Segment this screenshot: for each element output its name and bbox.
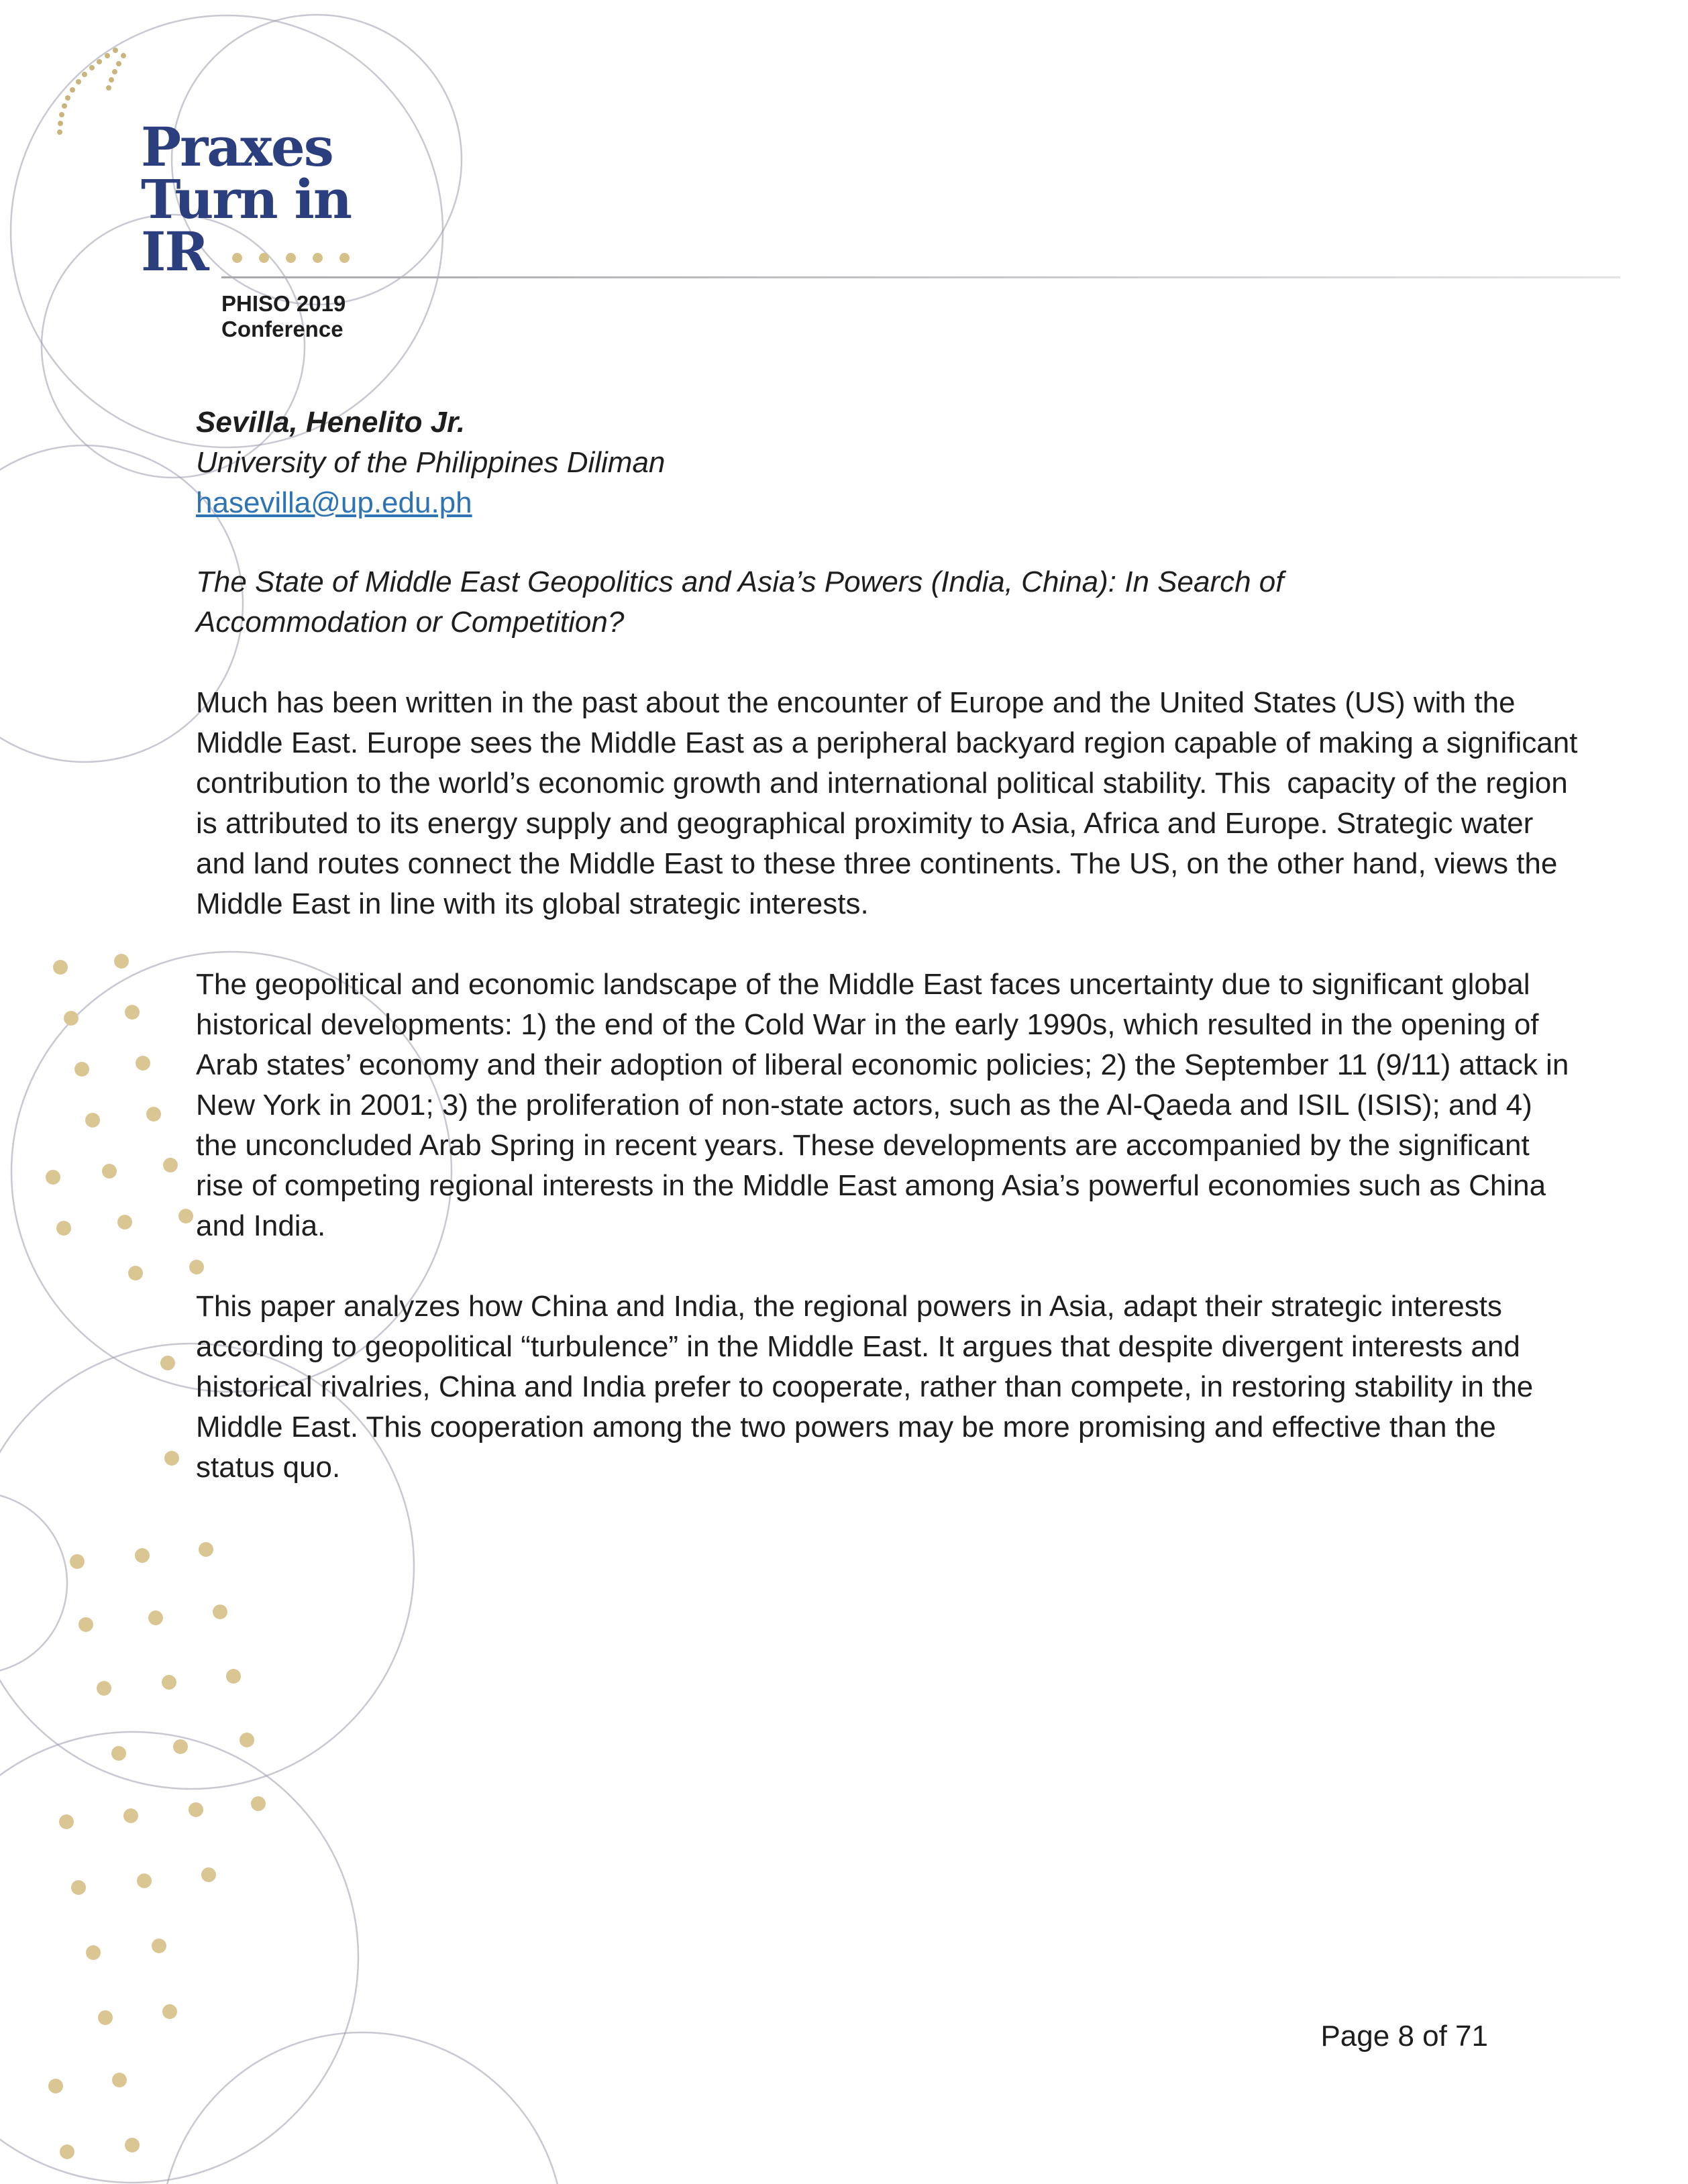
paper-title <box>196 562 1284 643</box>
conference-line-1: PHISO 2019 <box>221 291 346 316</box>
conference-line-2: Conference <box>221 317 344 341</box>
abstract-paragraph-3: This paper analyzes how China and India, the regional powers in Asia, adapt their strategic interests according to geopolitical “turbulence” in the Middle East. It argues that despite divergent interests and historical rivalries, China and India prefer to cooperate, rather than compete, in restoring stability in the Middle East. This cooperation among the two powers may be more promising and effective than the status quo. <box>196 1290 1542 1484</box>
logo-accent-dots <box>232 253 350 263</box>
logo-line-ir: IR <box>141 220 208 283</box>
author-affiliation: University of the Philippines Diliman <box>196 446 666 479</box>
abstract-paragraph-2: The geopolitical and economic landscape of the Middle East faces uncertainty due to significant global historical developments: 1) the end of the Cold War in the early 1990s, which resulted in the opening of Arab states’ economy and their adoption of liberal economic policies; 2) the September 11 (9/11) attack in New York in 2001; 3) the proliferation of non-state actors, such as the Al-Qaeda and ISIL (ISIS); and 4) the unconcluded Arab Spring in recent years. These developments are accompanied by the significant rise of competing regional interests in the Middle East among Asia’s powerful economies such as China and India. <box>196 968 1577 1242</box>
logo-wordmark <box>141 115 352 283</box>
abstract-body <box>196 683 1586 1528</box>
paper-title-line-1: The State of Middle East Geopolitics and Asia’s Powers (India, China): In Search of <box>196 565 1284 598</box>
logo-line-praxes: Praxes <box>141 115 333 178</box>
author-name: Sevilla, Henelito Jr. <box>196 406 466 439</box>
paper-title-line-2: Accommodation or Competition? <box>196 606 625 639</box>
logo-line-turn-in: Turn in <box>141 168 352 231</box>
author-email-link[interactable]: hasevilla@up.edu.ph <box>196 486 472 519</box>
abstract-paragraph-1: Much has been written in the past about the encounter of Europe and the United States (US) with the Middle East. Europe sees the Middle East as a peripheral backyard region capable of making a significant contribution to the world’s economic growth and international political stability. This capacity of the region is attributed to its energy supply and geographical proximity to Asia, Africa and Europe. Strategic water and land routes connect the Middle East to these three continents. The US, on the other hand, views the Middle East in line with its global strategic interests. <box>196 686 1586 920</box>
small-gold-arc-dots <box>57 48 126 135</box>
page-number: Page 8 of 71 <box>1320 2020 1488 2053</box>
conference-name <box>221 291 346 342</box>
header-rule <box>221 276 1620 278</box>
author-block <box>196 402 665 523</box>
